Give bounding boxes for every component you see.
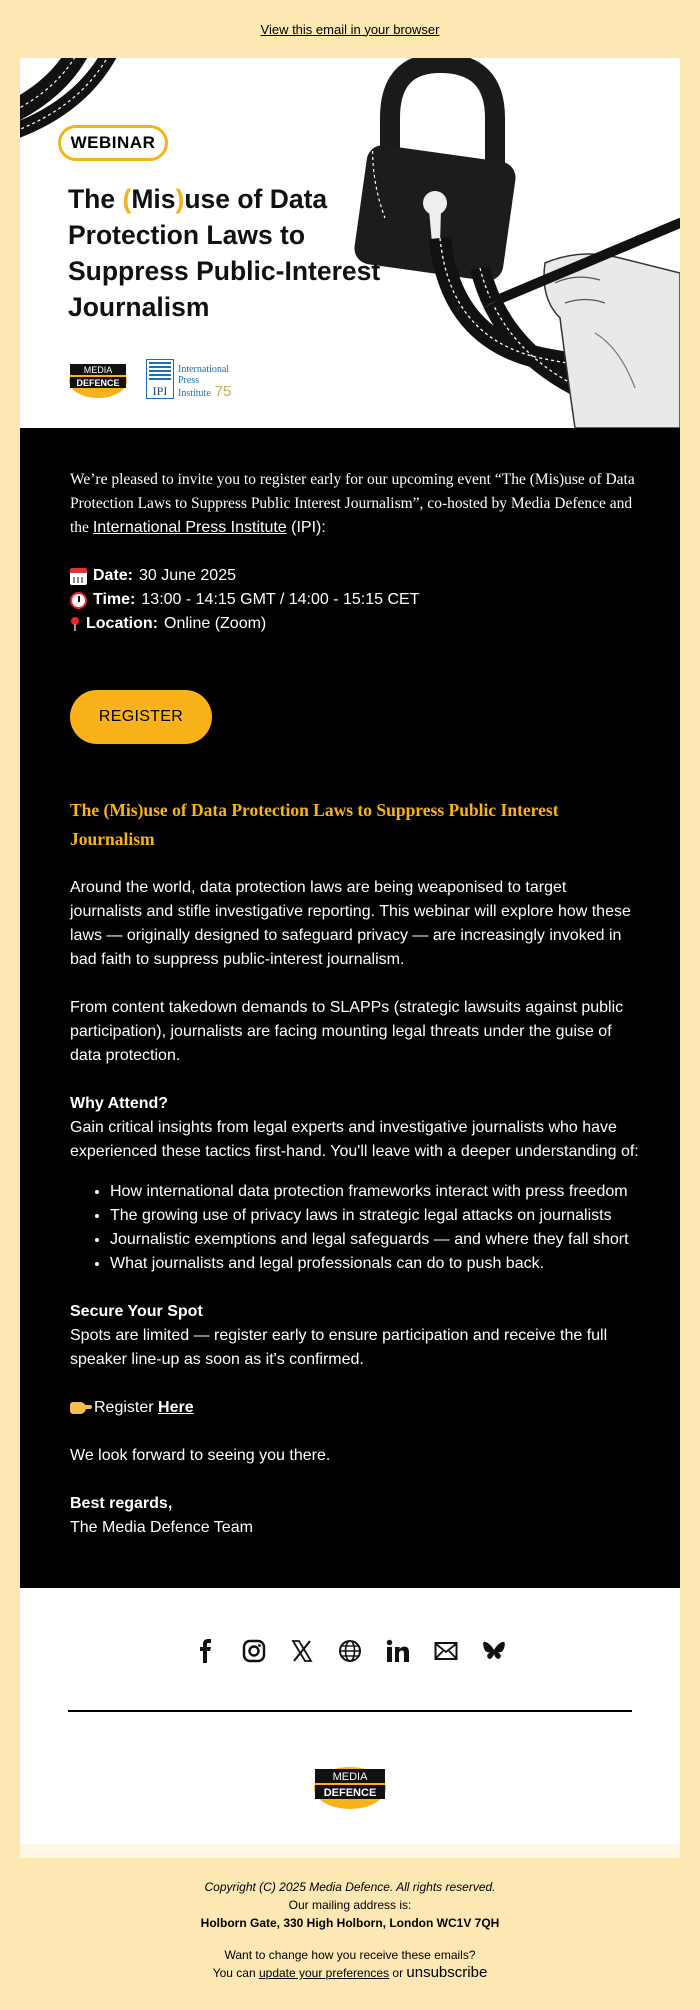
ipi-name-line-1: International	[178, 364, 230, 375]
partner-logos	[68, 355, 231, 399]
social-links	[20, 1638, 680, 1664]
secure-spot-text: Spots are limited — register early to ensure participation and receive the full speaker line-up as soon as it's confirmed.	[70, 1327, 608, 1368]
footer-logo-top: MEDIA	[332, 1771, 368, 1783]
instagram-icon[interactable]	[241, 1638, 267, 1664]
list-item: • What journalists and legal professionals can do to push back.	[110, 1252, 632, 1276]
topbar	[0, 0, 700, 58]
legal-footer	[20, 1858, 680, 1982]
ipi-name-line-3: Institute	[178, 388, 211, 399]
ipi-name	[178, 364, 231, 399]
team-name: The Media Defence Team	[70, 1519, 253, 1536]
footer-logo-bottom: DEFENCE	[323, 1787, 377, 1799]
footer-fade	[20, 1844, 680, 1858]
intro-paragraph	[70, 468, 650, 540]
facebook-icon[interactable]	[193, 1638, 219, 1664]
why-attend-heading: Why Attend?	[70, 1095, 169, 1112]
webinar-badge: WEBINAR	[58, 125, 168, 161]
email-body	[20, 428, 680, 1588]
paragraph-1: Around the world, data protection laws are being weaponised to target journalists and stifle investigative reporting. This webinar will explore how these laws — originally designed to safeguard privacy — are increasingly invoked in bad faith to suppress public-interest journalism.	[70, 879, 631, 968]
ipi-mark	[146, 359, 174, 399]
why-attend	[70, 1092, 640, 1164]
intro-text: We’re pleased to invite you to register early for our upcoming event “The (Mis)use of Data Protection Laws to Suppress Public Interest Journalism”, co-hosted by Media Defence and the	[70, 471, 635, 536]
mailing-address: Holborn Gate, 330 High Holborn, London WC1V 7QH	[200, 1916, 500, 1930]
bluesky-icon[interactable]	[481, 1638, 507, 1664]
ipi-logo	[146, 359, 231, 399]
why-attend-text: Gain critical insights from legal experts and investigative journalists who have experienced these tactics first-hand. You'll leave with a deeper understanding of:	[70, 1119, 639, 1160]
change-question: Want to change how you receive these emails?	[224, 1948, 476, 1962]
binary-ribbon-left-icon	[20, 58, 110, 133]
email-icon[interactable]	[433, 1638, 459, 1664]
register-here-link[interactable]: Here	[158, 1399, 194, 1416]
mailing-label: Our mailing address is:	[288, 1898, 412, 1912]
md-logo-bottom: DEFENCE	[76, 378, 120, 388]
list-item: • How international data protection frameworks interact with press freedom	[110, 1180, 632, 1204]
time-label: Time:	[93, 591, 136, 608]
secure-spot-heading: Secure Your Spot	[70, 1303, 203, 1320]
linkedin-icon[interactable]	[385, 1638, 411, 1664]
md-logo-top: MEDIA	[83, 365, 113, 375]
copyright: Copyright (C) 2025 Media Defence. All rights reserved.	[204, 1880, 496, 1894]
unsubscribe-link[interactable]: unsubscribe	[406, 1964, 488, 1981]
hero-title-paren-open: (	[122, 184, 132, 214]
regards: Best regards,	[70, 1495, 173, 1512]
media-defence-logo	[68, 355, 134, 399]
event-details	[70, 564, 632, 636]
date-label: Date:	[93, 567, 134, 584]
time-row	[70, 588, 632, 612]
intro-tail: (IPI):	[286, 519, 326, 536]
ipi-link[interactable]: International Press Institute	[92, 519, 287, 536]
footer-divider	[68, 1710, 632, 1712]
register-prefix: Register	[94, 1399, 159, 1416]
location-pin-icon	[70, 617, 80, 631]
sign-off	[70, 1492, 640, 1540]
location-label: Location:	[86, 615, 158, 632]
register-line	[70, 1396, 640, 1420]
section-title: The (Mis)use of Data Protection Laws to Suppress Public Interest Journalism	[70, 800, 559, 849]
social-footer	[20, 1588, 680, 1858]
date-value: 30 June 2025	[139, 567, 236, 584]
list-item: • Journalistic exemptions and legal safeguards — and where they fall short	[110, 1228, 632, 1252]
hero-title-pre: The	[68, 184, 123, 214]
update-preferences-link[interactable]: update your preferences	[258, 1966, 390, 1980]
view-in-browser-link[interactable]: View this email in your browser	[260, 21, 440, 37]
location-value: Online (Zoom)	[164, 615, 267, 632]
location-row	[70, 612, 632, 636]
pointing-hand-icon	[70, 1402, 86, 1414]
ipi-name-line-2: Press	[178, 375, 200, 386]
ipi-abbr: IPI	[152, 384, 168, 398]
date-row	[70, 564, 632, 588]
x-icon[interactable]	[289, 1638, 315, 1664]
calendar-icon	[70, 568, 87, 585]
ipi-years: 75	[214, 383, 232, 400]
register-button[interactable]: REGISTER	[70, 690, 212, 744]
time-value: 13:00 - 14:15 GMT / 14:00 - 15:15 CET	[141, 591, 420, 608]
hero-title-post: use of Data Protection Laws to Suppress Public-Interest Journalism	[68, 184, 381, 322]
closing-line: We look forward to seeing you there.	[70, 1447, 331, 1464]
alarm-clock-icon	[70, 592, 87, 609]
hero-title	[68, 181, 388, 325]
hero-banner	[20, 58, 680, 428]
paragraph-2: From content takedown demands to SLAPPs (strategic lawsuits against public participation), journalists are facing mounting legal threats under the guise of data protection.	[70, 999, 624, 1064]
topics-list	[110, 1180, 632, 1276]
hero-title-mis: Mis	[131, 184, 176, 214]
website-icon[interactable]	[337, 1638, 363, 1664]
email-card	[20, 58, 680, 1982]
or-text: or	[389, 1966, 407, 1980]
list-item: • The growing use of privacy laws in strategic legal attacks on journalists	[110, 1204, 632, 1228]
secure-spot	[70, 1300, 640, 1372]
hero-title-paren-close: )	[175, 184, 185, 214]
media-defence-footer-logo[interactable]	[310, 1758, 390, 1812]
you-can-text: You can	[212, 1966, 259, 1980]
